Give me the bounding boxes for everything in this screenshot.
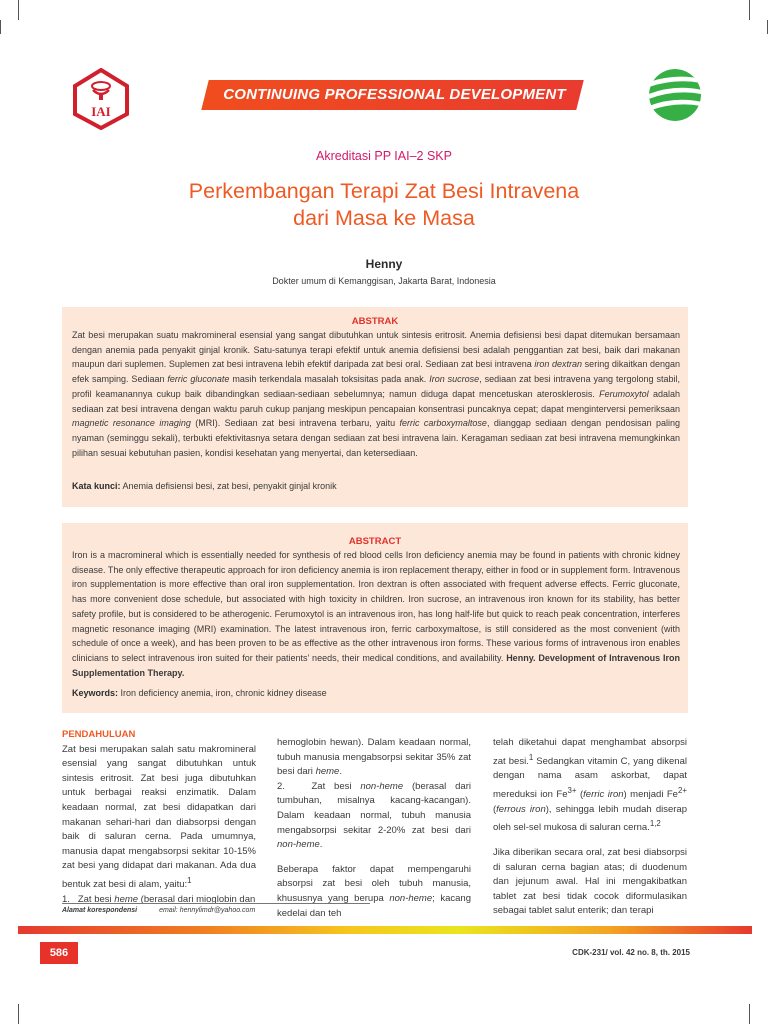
correspondence-email: email: hennylimdr@yahoo.com [159,907,256,914]
globe-logo-icon [646,68,704,122]
abstract-keywords [72,688,680,698]
abstract-text: Iron is a macromineral which is essentially needed for synthesis of red blood cells Iron deficiency anemia may be found in patients with chronic kidney disease. The only effective therapeutic approach for iron deficiency anemia is iron replacement therapy, either in food or in supplement form. Intravenous iron supplementation is more effective than oral iron supplementation. Iron dextran is often associated with frequent adverse effects. Ferric gluconate, has more convenient dose schedule, but associated with high toxicity in children. Iron sucrose, an intravenous iron known for its stability, has better safety profile, but is considered to be atherogenic. Ferumoxytol is an intravenous iron, has long half-life but quick to reach peak concentration, interferes magnetic resonance imaging (MRI) examination. The latest intravenous iron, ferric carboxymaltose, is still considered as the most convenient (with schedule of once a week), and has been proven to be as effective as the other intravenous iron forms. These various forms of intravenous iron enables clinicians to select intravenous iron suited for their patients’ needs, their medical conditions, and availability. Henny. Development of Intravenous Iron Supplementation Therapy. [72,550,680,678]
body-paragraph: 2. Zat besi non-heme (berasal dari tumbuhan, misalnya kacang-kacangan). Dalam keadaan normal, tubuh manusia mengabsorpsi sekitar 2-20% zat besi dari non-heme. [277,780,471,851]
body-paragraph: telah diketahui dapat menghambat absorpsi zat besi.$^1$ Sedangkan vitamin C, yang dikenal dengan nama asam askorbat, dapat mereduksi ion $Fe^{3+}$ (ferric iron) menjadi $Fe^{2+}$ (ferrous iron), sehingga lebih mudah diserap oleh sel-sel mukosa di saluran cerna.$^{1,2}$ [493,737,687,834]
body-paragraph: Zat besi merupakan salah satu makromineral esensial yang sangat dibutuhkan untuk sintesis eritrosit. Zat besi juga dibutuhkan untuk berbagai reaksi enzimatik. Dalam keadaan normal, zat besi didapatkan dari makanan sehari-hari dan diabsorpsi dengan baik di saluran cerna. Pada umumnya, manusia dapat mengabsorpsi sekitar 10-15% zat besi yang didapat dari makanan. Ada dua bentuk zat besi di alam, yaitu:$^1$ [62,743,256,891]
abstract-keywords-value: Iron deficiency anemia, iron, chronic kidney disease [120,688,327,698]
body-paragraph: Beberapa faktor dapat mempengaruhi absorpsi zat besi oleh tubuh manusia, khususnya yang berupa non-heme; kacang kedelai dan teh [277,863,471,919]
title-line-2: dari Masa ke Masa [293,206,475,230]
footnote-divider [62,903,370,904]
abstrak-keywords [72,481,680,491]
page-number: 586 [40,942,78,964]
body-column-1 [62,728,256,907]
iai-logo [72,68,130,130]
abstract-keywords-label: Keywords: [72,688,119,698]
footer-color-bar [18,926,752,934]
section-title: PENDAHULUAN [62,729,136,740]
affiliation: Dokter umum di Kemanggisan, Jakarta Barat, Indonesia [272,276,496,286]
abstrak-keywords-value: Anemia defisiensi besi, zat besi, penyakit ginjal kronik [122,481,337,491]
cpd-banner-text: CONTINUING PROFESSIONAL DEVELOPMENT [223,86,566,103]
body-paragraph: hemoglobin hewan). Dalam keadaan normal, tubuh manusia mengabsorpsi sekitar 35% zat besi dari heme. [277,737,471,778]
body-column-2 [277,736,471,921]
body-paragraph: Jika diberikan secara oral, zat besi diabsorpsi di saluran cerna bagian atas; di duodenum dan jejunum awal. Hal ini mengakibatkan tablet zat besi tidak cocok diformulasikan sebagai tablet salut enterik; dan terapi [493,847,687,917]
abstrak-keywords-label: Kata kunci: [72,481,121,491]
correspondence [62,907,255,914]
abstrak-text: Zat besi merupakan suatu makromineral esensial yang sangat dibutuhkan untuk sintesis eritrosit. Anemia defisiensi besi dapat ditemukan bersamaan dengan anemia pada penyakit ginjal kronik. Satu-satunya terapi efektif untuk anemia defisiensi besi adalah penggantian zat besi, baik dari makanan maupun dari suplemen. Suplemen zat besi intravena lebih efektif daripada zat besi oral. Sediaan zat besi intravena iron dextran sering dikaitkan dengan efek samping. Sediaan ferric gluconate masih terkendala masalah toksisitas pada anak. Iron sucrose, sediaan zat besi intravena yang tergolong stabil, profil keamanannya cukup baik dibandingkan sediaan-sediaan sebelumnya; namun diduga dapat mencetuskan aterosklerosis. Ferumoxytol adalah sediaan zat besi intravena dengan waktu paruh cukup panjang meskipun pencapaian konsentrasi puncaknya cepat; dapat menginterversi pemeriksaan magnetic resonance imaging (MRI). Sediaan zat besi intravena terbaru, yaitu ferric carboxymaltose, dianggap sediaan dengan pendosisan paling nyaman (seminggu sekali), terbukti efektivitasnya setara dengan sediaan zat besi intravena lain. Keragaman sediaan zat besi intravena memungkinkan pilihan sesuai kebutuhan pasien, kondisi kesehatan yang menyertai, dan ketersediaan. [72,330,681,458]
abstrak-heading: ABSTRAK [351,316,399,327]
abstract-box [62,523,688,713]
iai-logo-text: IAI [91,104,111,119]
issue-info: CDK-231/ vol. 42 no. 8, th. 2015 [572,948,690,957]
body-paragraph: 1. Zat besi heme (berasal dari mioglobin dan [62,893,256,905]
title-line-1: Perkembangan Terapi Zat Besi Intravena [188,179,580,203]
author: Henny [365,257,403,271]
abstract-heading: ABSTRACT [348,536,402,547]
correspondence-label: Alamat korespondensi [62,907,138,914]
body-column-3 [493,736,687,919]
accreditation: Akreditasi PP IAI–2 SKP [316,149,452,163]
article-title [0,178,768,232]
abstrak-box [62,307,688,507]
